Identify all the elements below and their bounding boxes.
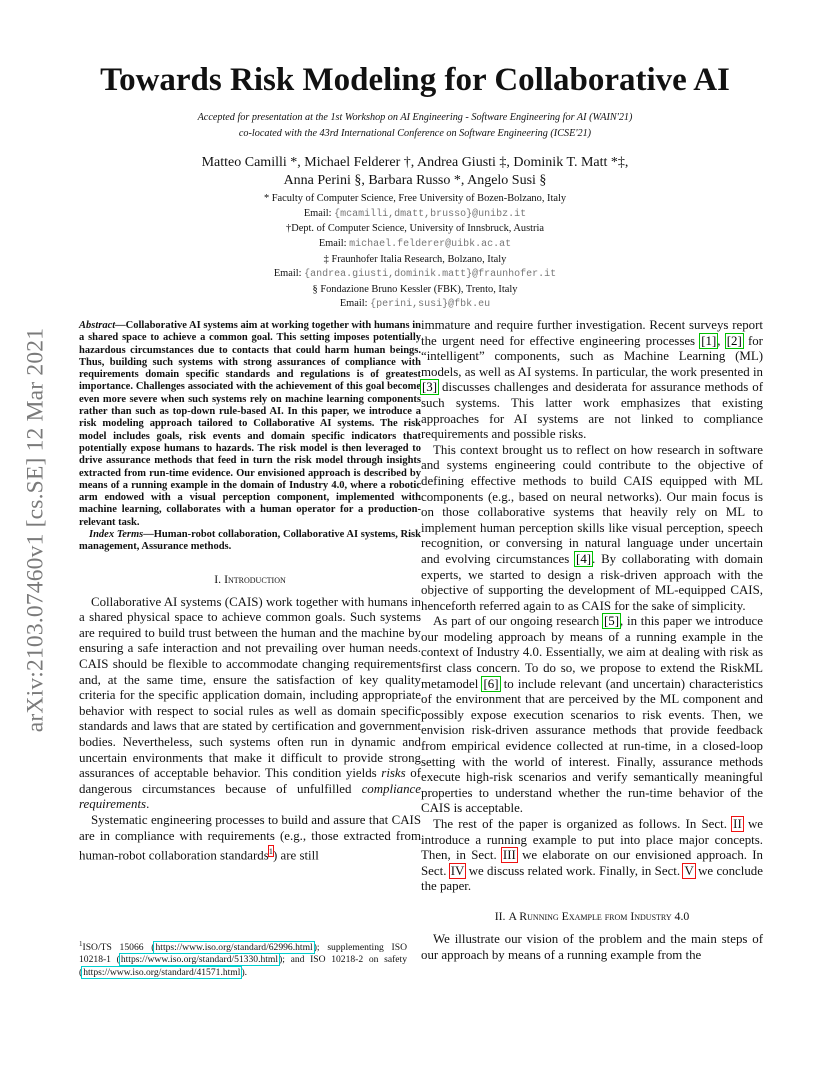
section-heading-running-example (421, 909, 763, 924)
text-run: Systematic engineering processes to build and assure that CAIS are in compliance with requirements (e.g., those extracted from human-robot collaboration standards (79, 812, 421, 863)
paper-title: Towards Risk Modeling for Collaborative AI (100, 62, 730, 98)
author-list (70, 154, 760, 190)
section-ref-link[interactable]: IV (450, 863, 465, 878)
text-run: we introduce a running example to put into place major concepts. Then, in Sect. (421, 817, 763, 863)
citation-link[interactable]: [4] (576, 551, 592, 566)
section-heading-introduction (79, 572, 421, 587)
section-ref-link[interactable]: III (502, 848, 516, 863)
index-terms-text: —Human-robot collaboration, Collaborative AI systems, Risk management, Assurance methods. (79, 529, 421, 553)
text-run: . (146, 797, 150, 812)
text-run: discusses challenges and desiderata for assurance methods of such systems. This latter work emphasizes that existing approaches for AI systems are not linked to compliance requirements and possible risks. (421, 380, 763, 442)
email-prefix: Email: (303, 207, 335, 219)
email-prefix: Email: (339, 298, 371, 310)
affiliation-3: ‡ Fraunhofer Italia Research, Bolzano, Italy (323, 253, 507, 265)
footnote (79, 938, 407, 979)
footnote-url-link[interactable]: https://www.iso.org/standard/41571.html (83, 966, 241, 978)
footnote-url-link[interactable]: https://www.iso.org/standard/62996.html (155, 942, 313, 954)
note-line-1: Accepted for presentation at the 1st Workshop on AI Engineering - Software Engineering for AI (WAIN'21) (197, 112, 633, 124)
intro-paragraph-2 (79, 813, 421, 864)
text-run: for “intelligent” components, such as Machine Learning (ML) models, as well as AI systems. In particular, the work presented in (421, 333, 763, 379)
affiliation-4-email-line (70, 297, 760, 313)
arxiv-stamp-margin (0, 0, 70, 1072)
text-run: of dangerous circumstances because of unfulfilled (79, 766, 422, 796)
left-column (79, 320, 421, 864)
email-prefix: Email: (273, 268, 305, 280)
section-ref-link[interactable]: V (684, 863, 694, 878)
section-ref-link[interactable]: II (733, 817, 742, 831)
email-prefix: Email: (318, 238, 350, 250)
text-run: ); supplementing ISO 10218-1 ( (79, 942, 408, 966)
text-run: , in this paper we introduce our modeling approach by means of a running example in the context of Industry 4.0. Essentially, we aim at dealing with risk as first class concern. To do so, we propose to extend the RiskML metamodel (421, 614, 764, 691)
note-line-2: co-located with the 43rd International Conference on Software Engineering (ICSE'21) (238, 128, 592, 140)
emphasis-compliance: compliance requirements (79, 781, 421, 812)
section-title: Introduction (224, 571, 286, 586)
section-number: II. (494, 908, 509, 923)
citation-link[interactable]: [2] (726, 333, 742, 348)
email-1[interactable]: {mcamilli,dmatt,brusso}@unibz.it (334, 208, 527, 220)
arxiv-stamp: arXiv:2103.07460v1 [cs.SE] 12 Mar 2021 (22, 327, 49, 733)
right-paragraph-3 (421, 614, 763, 817)
authors-line-1: Matteo Camilli *, Michael Felderer †, Andrea Giusti ‡, Dominik T. Matt *‡, (201, 155, 629, 171)
text-run: we discuss related work. Finally, in Sect. (465, 863, 684, 878)
text-run: Collaborative AI systems (CAIS) work together with humans in a shared physical space to achieve common goals. Such systems are required to build trust between the human and the machine by ensuring a safe interaction and not prevailing over human needs. CAIS should be flexible to accommodate changing requirements and, at the same time, ensure the satisfaction of key quality criteria for the specific application domain, including appropriate behavior with respect to social rules as well as domain specific standards and laws that are stated by certification and government bodies. Nevertheless, such systems often run in dynamic and uncertain environments that make it difficult to provide strong assurances of acceptable behavior. This condition yields (79, 594, 421, 781)
affiliation-1: * Faculty of Computer Science, Free University of Bozen-Bolzano, Italy (263, 193, 567, 205)
citation-link[interactable]: [5] (604, 614, 620, 629)
footnote-marker[interactable]: 1 (268, 846, 273, 857)
text-run: The rest of the paper is organized as follows. In Sect. (433, 817, 733, 831)
abstract (79, 320, 421, 529)
affiliation-3-email-line (70, 267, 760, 283)
abstract-label: Abstract (79, 320, 116, 331)
text-run: ); and ISO 10218-2 on safety ( (79, 954, 407, 978)
paper-header (70, 62, 760, 313)
affiliation-1-email-line (70, 207, 760, 223)
emphasis-risks: risks (381, 766, 406, 781)
text-run: ). (241, 966, 248, 978)
text-run: to include relevant (and uncertain) characteristics of the environment that are perceived by the ML component and possibly expose execution scenarios to risk events. Then, we envision risk-driven assurance methods that provide feedback from empirical evidence collected at run-time, in a closed-loop setting with the world of interest. Finally, assurance methods execute high-risk scenarios and verify semantically meaningful properties to understand whether the run-time behavior of the CAIS is acceptable. (421, 676, 763, 816)
right-paragraph-5: We illustrate our vision of the problem and the main steps of our approach by means of a running example from the (421, 931, 763, 962)
right-column (421, 318, 763, 963)
text-run: This context brought us to reflect on how research in software and systems engineering could contribute to the objective of defining effective methods to build CAIS equipped with ML components (e.g., based on neural networks). Our main focus is on those collaborative systems that heavily rely on ML to implement human perception skills like visual perception, speech recognition, or conversing in natural language under uncertain and evolving circumstances (421, 442, 763, 566)
affiliations (70, 192, 760, 313)
email-2[interactable]: michael.felderer@uibk.ac.at (349, 239, 512, 251)
section-number: I. (214, 571, 225, 586)
text-run: ISO/TS 15066 ( (82, 942, 155, 954)
right-paragraph-1 (421, 318, 763, 443)
footnote-url-link[interactable]: https://www.iso.org/standard/51330.html (120, 954, 279, 966)
email-3[interactable]: {andrea.giusti,dominik.matt}@fraunhofer.it (304, 269, 557, 281)
intro-paragraph-1 (79, 595, 421, 813)
text-run: ) are still (272, 848, 319, 863)
section-title: A Running Example from Industry 4.0 (508, 908, 690, 923)
footnote-number: 1 (79, 940, 83, 948)
index-terms (79, 529, 421, 554)
affiliation-4: § Fondazione Bruno Kessler (FBK), Trento, Italy (312, 283, 518, 295)
text-run: we elaborate on our envisioned approach. In Sect. (421, 848, 763, 878)
citation-link[interactable]: [3] (422, 380, 438, 395)
abstract-text: —Collaborative AI systems aim at working together with humans in a shared space to achieve a common goal. This setting imposes potentially hazardous circumstances due to contacts that could harm human beings. Thus, building such systems with strong assurances of compliance with requirements domain specific standards and regulations is of greatest importance. Challenges associated with the achievement of this goal become even more severe when such systems rely on machine learning components rather than such as top-down rule-based AI. In this paper, we introduce a risk modeling approach tailored to Collaborative AI systems. The risk model includes goals, risk events and domain specific indicators that potentially expose humans to hazards. The risk model is then leveraged to drive assurance methods that feed in turn the risk model through insights extracted from run-time evidence. Our envisioned approach is described by means of a running example in the domain of Industry 4.0, where a robotic arm endowed with a visual perception component, implemented with machine learning, collaborates with a human operator for a production-relevant task. (79, 320, 421, 528)
acceptance-note (70, 110, 760, 142)
citation-link[interactable]: [6] (483, 676, 499, 691)
citation-link[interactable]: [1] (701, 333, 717, 348)
right-paragraph-4 (421, 817, 763, 895)
authors-line-2: Anna Perini §, Barbara Russo *, Angelo Susi § (283, 173, 547, 189)
text-run: As part of our ongoing research (433, 614, 603, 629)
email-4[interactable]: {perini,susi}@fbk.eu (370, 299, 491, 311)
text-run: . By collaborating with domain experts, we started to design a risk-driven approach with the objective of supporting the development of ML-equipped CAIS, henceforth referred again to as CAIS for the sake of simplicity. (421, 551, 764, 613)
text-run: we conclude the paper. (421, 863, 763, 894)
index-terms-label: Index Terms (89, 529, 144, 541)
text-run: , (717, 333, 726, 348)
affiliation-2: †Dept. of Computer Science, University of Innsbruck, Austria (286, 223, 544, 235)
right-paragraph-2 (421, 443, 763, 615)
text-run: immature and require further investigation. Recent surveys report the urgent need for effective engineering processes (421, 318, 763, 348)
affiliation-2-email-line (70, 237, 760, 253)
